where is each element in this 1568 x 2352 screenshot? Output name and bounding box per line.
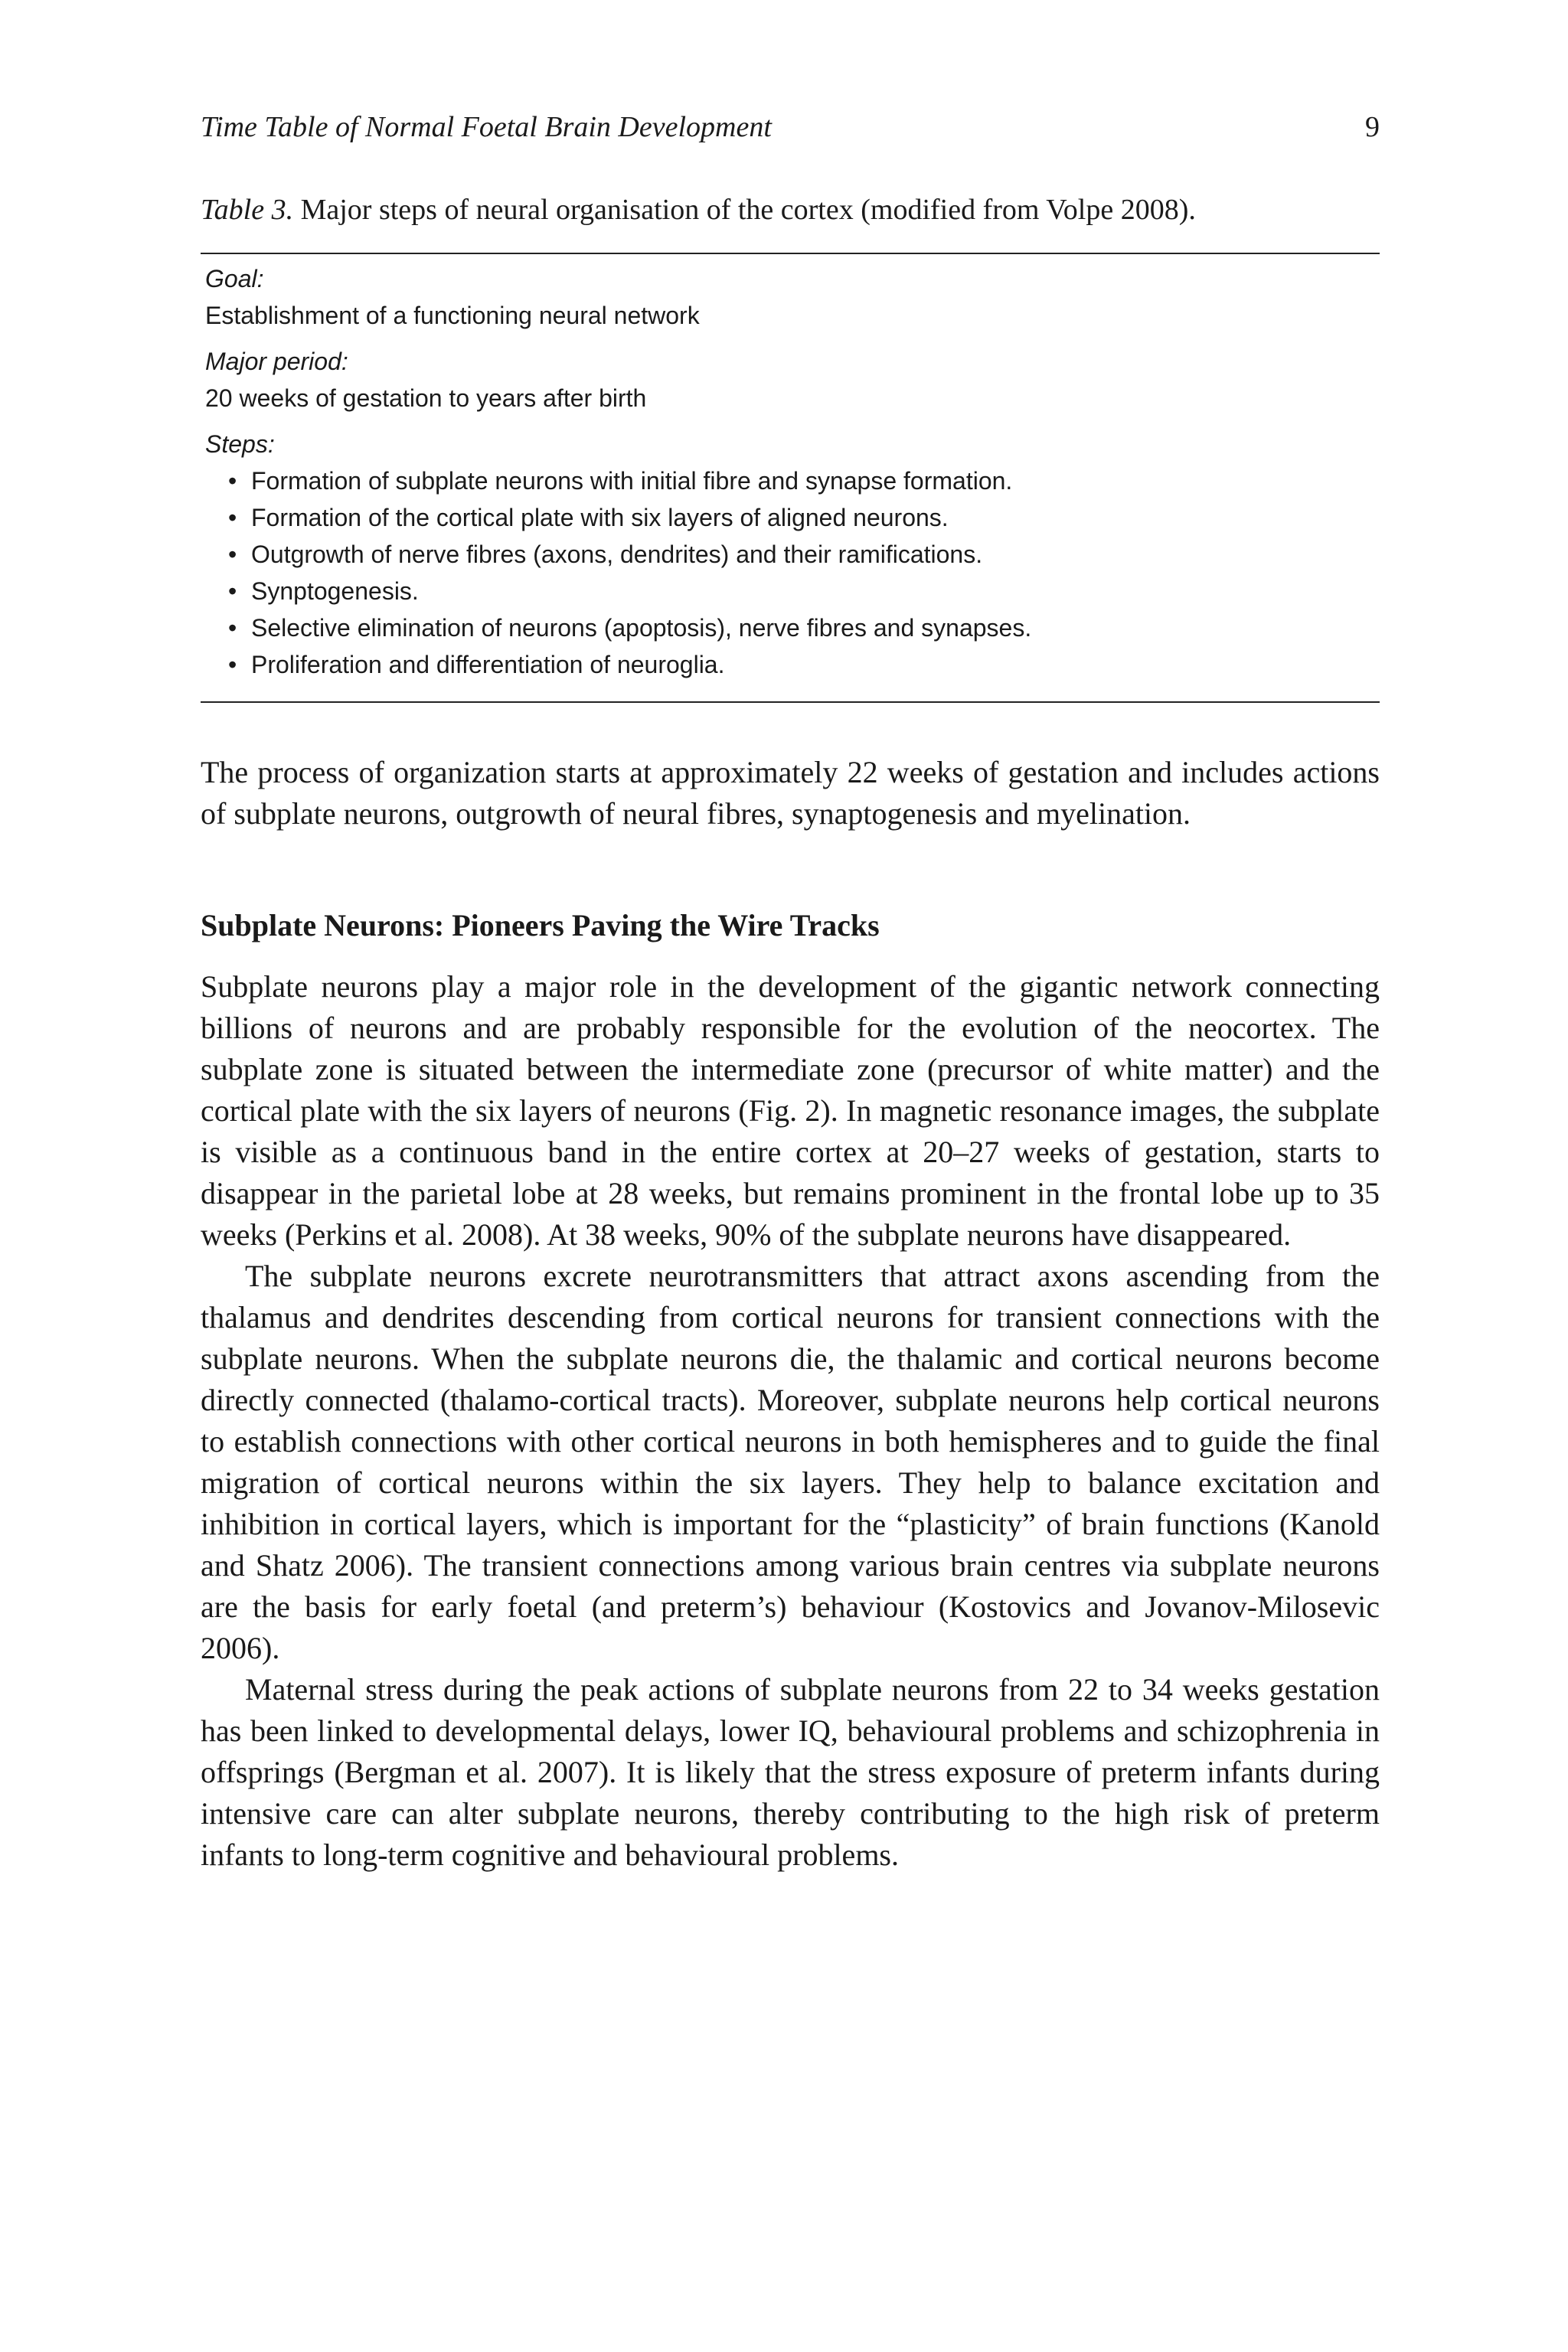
step-text: Synptogenesis. bbox=[251, 577, 419, 605]
step-text: Formation of subplate neurons with initial fibre and synapse formation. bbox=[251, 467, 1013, 495]
intro-paragraph: The process of organization starts at approximately 22 weeks of gestation and includes actions of subplate neurons, outgrowth of neural fibres, synaptogenesis and myelination. bbox=[201, 755, 1380, 831]
body-paragraph: The subplate neurons excrete neurotransmitters that attract axons ascending from the thalamus and dendrites descending from cortical neurons for transient connections with the subplate neurons. When the subplate neurons die, the thalamic and cortical neurons become directly connected (thalamo-cortical tracts). Moreover, subplate neurons help cortical neurons to establish connections with other cortical neurons in both hemispheres and to guide the final migration of cortical neurons within the six layers. They help to balance excitation and inhibition in cortical layers, which is important for the “plasticity” of brain functions (Kanold and Shatz 2006). The transient connections among various brain centres via subplate neurons are the basis for early foetal (and preterm’s) behaviour (Kostovics and Jovanov-Milosevic 2006). bbox=[201, 1259, 1380, 1665]
book-page bbox=[201, 107, 1380, 1876]
body-paragraph: Subplate neurons play a major role in the development of the gigantic network connecting billions of neurons and are probably responsible for the evolution of the neocortex. The subplate zone is situated between the intermediate zone (precursor of white matter) and the cortical plate with the six layers of neurons (Fig. 2). In magnetic resonance images, the subplate is visible as a continuous band in the entire cortex at 20–27 weeks of gestation, starts to disappear in the parietal lobe at 28 weeks, but remains prominent in the frontal lobe up to 35 weeks (Perkins et al. 2008). At 38 weeks, 90% of the subplate neurons have disappeared. bbox=[201, 969, 1380, 1252]
bullet-icon: • bbox=[228, 651, 237, 678]
step-text: Formation of the cortical plate with six layers of aligned neurons. bbox=[251, 504, 949, 531]
running-title: Time Table of Normal Foetal Brain Development bbox=[201, 111, 772, 143]
step-item bbox=[228, 646, 1380, 683]
step-text: Proliferation and differentiation of neuroglia. bbox=[251, 651, 725, 678]
table-caption-text: Major steps of neural organisation of the cortex (modified from Volpe 2008). bbox=[300, 194, 1196, 226]
goal-value: Establishment of a functioning neural network bbox=[205, 302, 700, 329]
step-text: Outgrowth of nerve fibres (axons, dendrites) and their ramifications. bbox=[251, 541, 983, 568]
step-item bbox=[228, 462, 1380, 499]
period-value: 20 weeks of gestation to years after birth bbox=[205, 384, 647, 412]
step-item bbox=[228, 536, 1380, 573]
body-paragraph: Maternal stress during the peak actions of subplate neurons from 22 to 34 weeks gestation has been linked to developmental delays, lower IQ, behavioural problems and schizophrenia in offsprings (Bergman et al. 2007). It is likely that the stress exposure of preterm infants during intensive care can alter subplate neurons, thereby contributing to the high risk of preterm infants to long-term cognitive and behavioural problems. bbox=[201, 1672, 1380, 1872]
bullet-icon: • bbox=[228, 577, 237, 605]
step-item bbox=[228, 499, 1380, 536]
bullet-icon: • bbox=[228, 504, 237, 531]
period-label: Major period: bbox=[205, 348, 348, 375]
step-text: Selective elimination of neurons (apoptosis), nerve fibres and synapses. bbox=[251, 614, 1032, 642]
running-head bbox=[201, 107, 1380, 147]
table-bottom-rule bbox=[201, 701, 1380, 703]
table-caption-label: Table 3. bbox=[201, 194, 294, 226]
section-heading: Subplate Neurons: Pioneers Paving the Wire Tracks bbox=[201, 908, 880, 942]
bullet-icon: • bbox=[228, 541, 237, 568]
step-item bbox=[228, 573, 1380, 609]
goal-label: Goal: bbox=[205, 265, 264, 292]
bullet-icon: • bbox=[228, 467, 237, 495]
step-item bbox=[228, 609, 1380, 646]
table-3-body bbox=[201, 254, 1380, 683]
steps-list bbox=[205, 462, 1380, 683]
steps-label: Steps: bbox=[205, 430, 275, 458]
table-caption bbox=[201, 190, 1380, 230]
body-text bbox=[201, 752, 1380, 1876]
bullet-icon: • bbox=[228, 614, 237, 642]
page-number: 9 bbox=[1365, 111, 1380, 143]
